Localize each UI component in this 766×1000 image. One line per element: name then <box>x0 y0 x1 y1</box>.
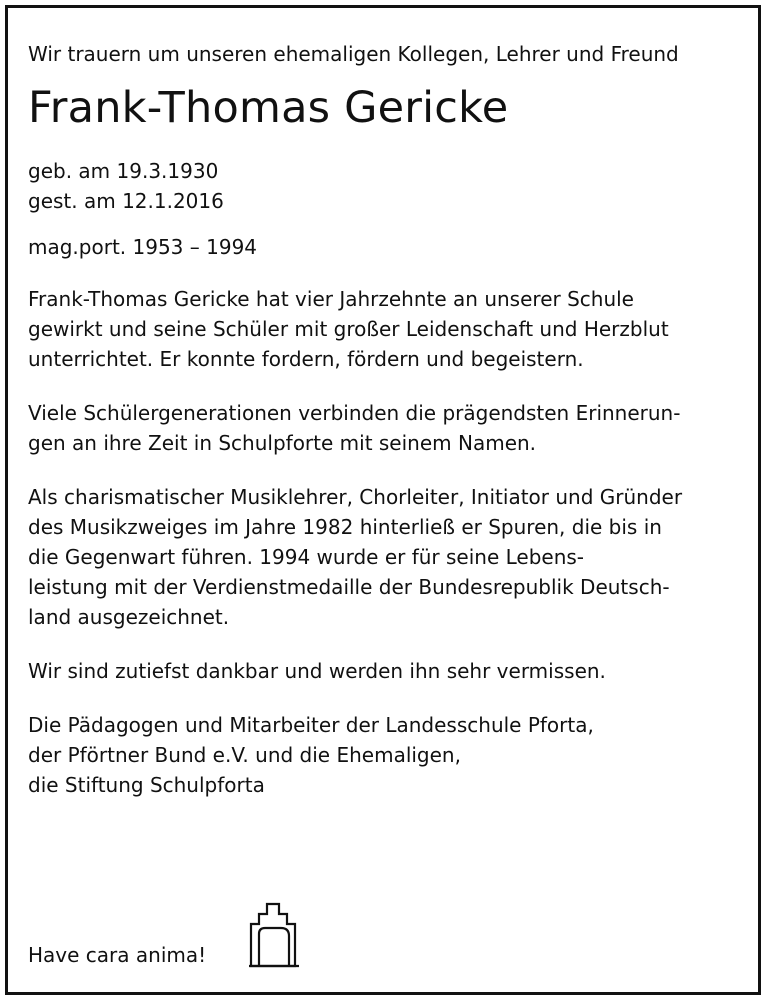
paragraph-line: gen an ihre Zeit in Schulpforte mit seinem Namen. <box>28 431 537 455</box>
signature-line: Die Pädagogen und Mitarbeiter der Landesschule Pforta, <box>28 713 594 737</box>
paragraph-line: Frank-Thomas Gericke hat vier Jahrzehnte an unserer Schule <box>28 287 634 311</box>
signature-line: der Pförtner Bund e.V. und die Ehemaligen, <box>28 743 461 767</box>
service-period-text: mag.port. 1953 – 1994 <box>28 235 258 259</box>
paragraph-line: des Musikzweiges im Jahre 1982 hinterließ er Spuren, die bis in <box>28 515 662 539</box>
signature-line: die Stiftung Schulpforta <box>28 773 265 797</box>
deceased-name: Frank-Thomas Gericke <box>28 83 509 133</box>
death-date: gest. am 12.1.2016 <box>28 189 224 213</box>
paragraph-line: land ausgezeichnet. <box>28 605 230 629</box>
birth-date: geb. am 19.3.1930 <box>28 159 219 183</box>
paragraph-4 <box>28 656 728 686</box>
paragraph-2 <box>28 398 728 458</box>
paragraph-line: Als charismatischer Musiklehrer, Chorleiter, Initiator und Gründer <box>28 485 683 509</box>
paragraph-line: Wir sind zutiefst dankbar und werden ihn sehr vermissen. <box>28 659 606 683</box>
service-period <box>28 232 728 262</box>
paragraph-1 <box>28 284 728 374</box>
intro-line: Wir trauern um unseren ehemaligen Kollegen, Lehrer und Freund <box>28 42 679 66</box>
paragraph-line: gewirkt und seine Schüler mit großer Leidenschaft und Herzblut <box>28 317 669 341</box>
school-building-logo-icon <box>247 900 303 968</box>
paragraph-line: die Gegenwart führen. 1994 wurde er für seine Lebens- <box>28 545 585 569</box>
paragraph-3 <box>28 482 728 632</box>
paragraph-line: leistung mit der Verdienstmedaille der Bundesrepublik Deutsch- <box>28 575 670 599</box>
signature-block <box>28 710 728 800</box>
life-dates <box>28 156 728 216</box>
obituary-content <box>28 40 728 800</box>
closing-phrase: Have cara anima! <box>28 943 207 967</box>
paragraph-line: unterrichtet. Er konnte fordern, fördern und begeistern. <box>28 347 584 371</box>
paragraph-line: Viele Schülergenerationen verbinden die prägendsten Erinnerun- <box>28 401 681 425</box>
